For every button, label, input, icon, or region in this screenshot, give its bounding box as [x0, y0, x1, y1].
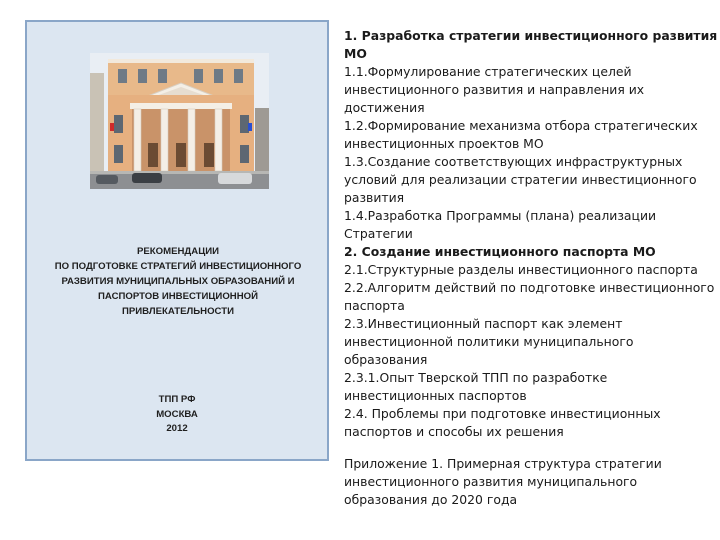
toc-line: инвестиционной политики муниципального	[344, 334, 634, 349]
toc-line: 2.2.Алгоритм действий по подготовке инвестиционного	[344, 280, 715, 295]
toc-line: 2.4. Проблемы при подготовке инвестиционных	[344, 406, 661, 421]
city-label: МОСКВА	[156, 408, 198, 420]
building-illustration	[90, 53, 269, 189]
toc-line: образования	[344, 352, 428, 367]
toc-list	[344, 27, 716, 441]
toc-line: МО	[344, 46, 367, 61]
table-of-contents	[344, 27, 716, 509]
toc-line: Стратегии	[344, 226, 413, 241]
cover-title-line: РЕКОМЕНДАЦИИ	[137, 246, 219, 257]
year-label: 2012	[166, 423, 188, 434]
cover-title-line: ПО ПОДГОТОВКЕ СТРАТЕГИЙ ИНВЕСТИЦИОННОГО	[54, 261, 302, 272]
toc-line: 1.4.Разработка Программы (плана) реализации	[344, 208, 657, 223]
toc-line: развития	[344, 190, 405, 205]
publisher-label: ТПП РФ	[158, 394, 196, 405]
toc-line: достижения	[344, 100, 425, 115]
toc-line: 2.1.Структурные разделы инвестиционного паспорта	[344, 262, 698, 277]
toc-line: инвестиционного развития и направления их	[344, 82, 645, 97]
cover-title	[33, 244, 323, 319]
toc-line: 1.2.Формирование механизма отбора стратегических	[344, 118, 698, 133]
toc-line: паспортов и способы их решения	[344, 424, 564, 439]
toc-line: паспорта	[344, 298, 405, 313]
cover-footer	[27, 393, 327, 437]
appendix-block	[344, 455, 716, 509]
toc-line: 1.1.Формулирование стратегических целей	[344, 64, 632, 79]
appendix-line: инвестиционного развития муниципального	[344, 474, 638, 489]
cover-title-line: ПРИВЛЕКАТЕЛЬНОСТИ	[121, 306, 235, 317]
cover-title-line: ПАСПОРТОВ ИНВЕСТИЦИОННОЙ	[98, 291, 258, 302]
building-photo	[90, 53, 269, 189]
toc-line: 2.3.Инвестиционный паспорт как элемент	[344, 316, 623, 331]
cover-title-line: РАЗВИТИЯ МУНИЦИПАЛЬНЫХ ОБРАЗОВАНИЙ И	[61, 276, 295, 287]
toc-line: условий для реализации стратегии инвестиционного	[344, 172, 697, 187]
appendix-line: Приложение 1. Примерная структура стратегии	[344, 456, 662, 471]
toc-line: инвестиционных паспортов	[344, 388, 527, 403]
toc-line: инвестиционных проектов МО	[344, 136, 544, 151]
toc-line: 2.3.1.Опыт Тверской ТПП по разработке	[344, 370, 608, 385]
toc-line: 1. Разработка стратегии инвестиционного развития	[344, 28, 718, 43]
appendix-line: образования до 2020 года	[344, 492, 518, 507]
toc-line: 2. Создание инвестиционного паспорта МО	[344, 244, 656, 259]
document-cover	[25, 20, 329, 461]
toc-line: 1.3.Создание соответствующих инфраструктурных	[344, 154, 683, 169]
